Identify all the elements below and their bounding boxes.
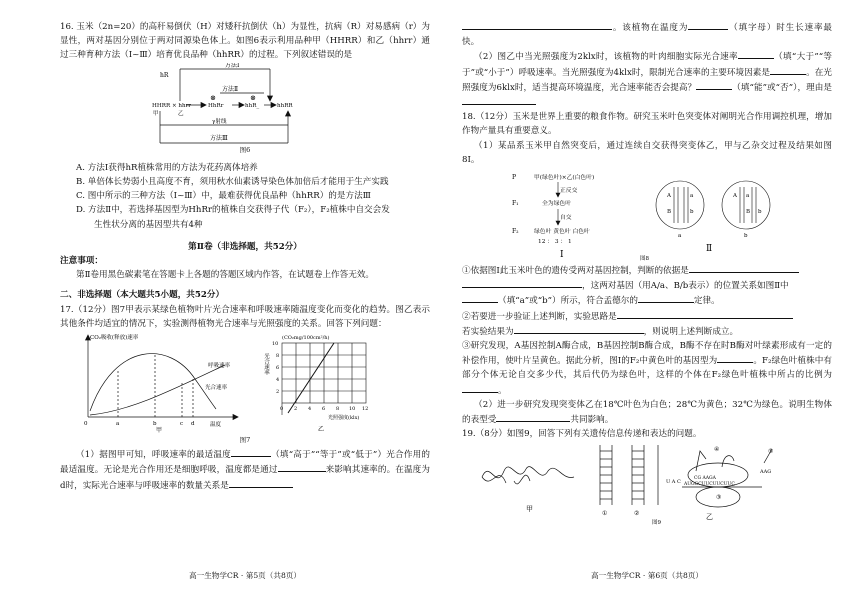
q18-sub1: （1）某品系玉米甲自然突变后，通过连续自交获得突变体乙，甲与乙杂交过程及结果如图8Ⅰ。	[462, 140, 832, 165]
gamma-label: γ射线	[212, 118, 227, 125]
yi-label: 乙	[178, 110, 184, 117]
fig9-n4: ④	[714, 446, 720, 454]
q17-sub1-d: 来影响	[325, 465, 352, 476]
left-page	[60, 20, 430, 493]
q18-s5-text: 若实验结果为	[462, 326, 514, 337]
yi-ylabel: 光合速率	[263, 353, 269, 376]
self-cross-symbol-2: ⊗	[250, 93, 256, 102]
jia-resp-label: 呼吸速率	[208, 363, 231, 370]
answer-blank[interactable]	[278, 462, 326, 472]
q18-s7-end: 共同影响。	[570, 415, 614, 426]
q17-sub2	[462, 49, 832, 110]
q18-s3	[462, 293, 832, 308]
q16-option-a: A. 方法Ⅰ获得hR植株常用的方法为花药离体培养	[76, 162, 258, 173]
footer-left: 高一生物学CR · 第5页（共8页）	[189, 571, 301, 580]
jia-photo-label: 光合速率	[205, 385, 228, 392]
yi-xlabel: 光照强度(klx)	[328, 415, 360, 422]
figure-9	[462, 441, 832, 525]
answer-blank[interactable]	[688, 20, 728, 30]
answer-blank[interactable]	[689, 263, 799, 273]
yi-ytick-8: 8	[276, 353, 280, 360]
answer-blank[interactable]	[496, 412, 570, 422]
method1-label: 方法Ⅰ	[225, 62, 240, 69]
q18-stem: 18.（12分）玉米是世界上重要的粮食作物。研究玉米叶色突变体对阐明光合作用调控机理，增加作物产量具有重要意义。	[462, 112, 832, 137]
figure-6	[60, 63, 430, 147]
fig8-gene-A2: A	[733, 193, 737, 200]
fig9-n1: ①	[602, 510, 608, 518]
q17-sub1	[60, 447, 430, 493]
answer-blank[interactable]	[738, 49, 774, 59]
jia-tick-b: b	[153, 421, 157, 428]
fig8-cell-a: a	[678, 233, 682, 240]
q16-option-d: D. 方法Ⅱ中，若选择基因型为HhRr的植株自交获得子代（F₂），F₂植株中自交会发	[76, 205, 390, 216]
q17-line1-a: 。该植物在温度为	[612, 23, 689, 33]
q17-sub2-c: “大于”“等于”或“小于”）呼吸速率。当光照强度为4klx时，限制光合速率的	[462, 52, 832, 78]
jia-tick-0: 0	[84, 421, 88, 428]
q17-sub2-b: （填	[773, 52, 792, 63]
answer-blank[interactable]	[462, 293, 498, 303]
q18-s1-text: ①依据图Ⅰ此玉米叶色的遗传受两对基因控制，判断的依据是	[462, 266, 689, 277]
yi-xtick-8: 8	[336, 406, 340, 413]
hhrr-target-label: hhRR	[277, 102, 293, 109]
figure-7-caption: 图7	[239, 436, 251, 445]
q17-sub2-f: 否会提高？	[653, 82, 697, 93]
answer-blank[interactable]	[696, 80, 732, 90]
q17-sub1-a: （1）据图甲可知，呼吸速率的最适温度	[76, 450, 231, 461]
answer-blank[interactable]	[229, 478, 293, 488]
q17-sub2-e: 。在光照强度为6klx时，适当提高环境温度，光合速率能	[462, 67, 832, 93]
fig8-cell-b: b	[744, 233, 748, 240]
q18-s2	[462, 278, 832, 293]
q18-s3-text: （填“a”或“b”）所示，符合孟德尔的	[498, 296, 638, 307]
answer-blank[interactable]	[231, 447, 271, 457]
fig9-caption: 图9	[652, 520, 661, 526]
fig8-gene-B: B	[667, 209, 672, 216]
fig8-gene-a2: a	[746, 193, 750, 200]
fig9-n5: ⑤	[768, 448, 774, 456]
fig9-n2: ②	[634, 510, 640, 518]
figure-8-diagram	[462, 167, 832, 263]
jia-label: 甲	[153, 110, 159, 117]
fig8-gene-b: b	[690, 209, 694, 216]
q18-s5-end: ，则说明上述判断成立。	[643, 326, 739, 337]
jia-tick-c: c	[180, 421, 184, 428]
fig8-gene-b2: b	[758, 209, 762, 216]
answer-blank[interactable]	[462, 20, 612, 30]
q17-sub1-e: 其速率的。在温度为d时，实际光合速率与呼吸速率的数量关系是	[60, 465, 430, 491]
fig8-p: P	[512, 174, 517, 182]
jia-ylabel: CO₂吸收(释放)速率	[90, 335, 139, 342]
jia-xlabel: 温度	[210, 422, 222, 429]
hhr-label: hhR_	[245, 102, 260, 109]
q17-sub1-b: （填“高于”“等于”或“低于”）	[270, 450, 387, 461]
q18-s4	[462, 309, 832, 324]
fig8-gene-A: A	[667, 193, 671, 200]
fig8-caption: 图8	[640, 256, 649, 263]
notice-body: 第Ⅱ卷用黑色碳素笔在答题卡上各题的答题区域内作答，在试题卷上作答无效。	[76, 270, 375, 281]
fig8-roman1: Ⅰ	[560, 250, 564, 261]
answer-blank[interactable]	[462, 383, 498, 393]
fig8-zhengfan: 正反交	[560, 188, 578, 195]
fig8-all-green: 全为绿色叶	[542, 201, 571, 208]
fig8-f2: F₂	[512, 228, 519, 236]
part2-title: 第Ⅱ卷（非选择题，共52分）	[188, 241, 302, 252]
yi-xtick-12: 12	[362, 406, 369, 413]
fig8-pheno: 绿色叶 黄色叶 白色叶	[534, 229, 590, 236]
answer-blank[interactable]	[462, 95, 536, 105]
yi-xtick-2: 2	[294, 406, 298, 413]
figure-6-caption: 图6	[239, 145, 251, 154]
q16-option-b: B. 单倍体长势弱小且高度不育，须用秋水仙素诱导染色体加倍后才能用于生产实践	[76, 177, 389, 188]
q18-s6	[462, 339, 832, 398]
q18-s6-text: ③研究发现，A基因控制A酶合成，B基因控制B酶合成，B酶不存在时B酶对叶绿素形成有一定的补偿作用，使叶片呈黄色。据此分析，图Ⅰ的F₂中黄色叶的基因型为	[462, 341, 832, 367]
fig8-cross: 甲(绿色叶)×乙(白色叶)	[534, 175, 595, 182]
hhrr-label: HhRr	[208, 102, 224, 109]
yi-xtick-4: 4	[308, 406, 312, 413]
fig8-gene-a: a	[690, 193, 694, 200]
q16-option-d-cont: 生性状分离的基因型共有4种	[94, 219, 203, 230]
q17-stem: 17.（12分）图7甲表示某绿色植物叶片光合速率和呼吸速率随温度变化而变化的趋势。图乙表示其他条件均适宜的情况下，实验测得植物光合速率与光照强度的关系。回答下列问题：	[60, 304, 430, 329]
fig9-uac: U A C	[666, 479, 681, 486]
fig9-yi: 乙	[706, 513, 713, 522]
q18-s3-end: 定律。	[693, 296, 720, 307]
yi-ytick-6: 6	[276, 365, 280, 372]
q17-sub2-a: （2）图乙中当光照强度为2klx时，该植物的叶肉细胞实际光合速率	[474, 52, 738, 63]
answer-blank[interactable]	[514, 324, 644, 334]
q17-sub1-c: 光合作用的最适温度。无论是光合作用还是细胞呼吸，温度都是通过	[60, 450, 430, 476]
breeding-diagram	[60, 63, 430, 147]
answer-blank[interactable]	[770, 65, 806, 75]
yi-xtick-10: 10	[349, 406, 356, 413]
yi-xtick-6: 6	[322, 406, 326, 413]
fig9-seq: AUGGCUUCUUCUUC	[684, 482, 735, 488]
footer-right: 高一生物学CR · 第6页（共8页）	[591, 571, 703, 580]
q19-stem: 19.（8分）如图9，回答下列有关遗传信息传递和表达的问题。	[462, 429, 702, 440]
fig8-f1: F₁	[512, 200, 519, 208]
q18-s2-text: ，这两对基因（用A/a、B/b表示）的位置关系如图Ⅱ中	[582, 281, 789, 292]
q18-s1	[462, 263, 832, 278]
fig8-self: 自交	[560, 215, 572, 222]
answer-blank[interactable]	[717, 353, 753, 363]
q17-sub2-g: （填“能”或“否”），理由是	[732, 82, 832, 93]
jia-label: 甲	[156, 427, 163, 434]
method2-label: 方法Ⅱ	[222, 85, 239, 93]
fig8-ratio: 12 ： 3 ： 1	[538, 239, 572, 246]
right-page	[462, 20, 832, 525]
q18-s6-end: 。	[498, 385, 507, 396]
q17-line1-b: （填字母）时生长速率最快。	[462, 23, 832, 48]
answer-blank[interactable]	[617, 309, 793, 319]
yi-unit: (CO₂mg/100cm²/h)	[282, 335, 330, 342]
q16-option-c: C. 图中所示的三种方法（Ⅰ~Ⅲ）中，最难获得优良品种（hhRR）的是方法Ⅲ	[76, 191, 371, 202]
jia-tick-a: a	[116, 421, 120, 428]
q18-s6-mid: 。F₂绿色叶植株中有部分个体无论自交多少代，其后代仍为绿色叶，这样的个体在F₂绿色叶植株中所占的比例为	[462, 356, 832, 381]
fig9-aag: AAG	[760, 469, 772, 476]
figure-8	[462, 167, 832, 263]
q17-sub2-d: 主要环境因素是	[709, 67, 771, 78]
q18-s4-text: ②若要进一步验证上述判断，实验思路是	[462, 311, 617, 322]
q16-stem: 16. 玉米（2n=20）的高秆易倒伏（H）对矮秆抗倒伏（h）为显性，抗病（R）对易感病（r）为显性，两对基因分别位于两对同源染色体上。如图6表示利用品种甲（HHRR）和乙（hhrr）通过三种育种方法（Ⅰ~Ⅲ）培育优良品种（hhRR）的过程。下列叙述错误的是	[60, 22, 430, 61]
figure-7	[60, 331, 430, 433]
section2-title: 二、非选择题（本大题共5小题，共52分）	[60, 290, 225, 301]
yi-ytick-4: 4	[276, 377, 280, 384]
cross-label: HHRR × hhrr	[152, 102, 191, 109]
answer-blank[interactable]	[638, 293, 694, 303]
q17-line1	[462, 20, 832, 49]
yi-ytick-10: 10	[272, 341, 279, 348]
hr-label: hR	[160, 71, 169, 79]
answer-blank[interactable]	[462, 278, 582, 288]
fig9-n3: ③	[716, 494, 722, 502]
notice-title: 注意事项：	[60, 256, 103, 267]
jia-tick-d: d	[191, 421, 195, 428]
q18-s5	[462, 324, 832, 339]
q18-s7	[462, 398, 832, 427]
fig9-cga: CG AAGA	[694, 476, 716, 482]
self-cross-symbol: ⊗	[210, 93, 216, 102]
figure-9-diagram	[462, 441, 832, 525]
yi-ytick-2: 2	[276, 389, 280, 396]
fig8-gene-B2: B	[746, 209, 751, 216]
fig8-roman2: Ⅱ	[706, 244, 713, 255]
yi-label: 乙	[318, 426, 325, 434]
fig9-jia: 甲	[526, 505, 533, 514]
q18-s7-text: （2）进一步研究发现突变体乙在18℃叶色为白色；28℃为黄色；32℃为绿色。说明生物体的表型受	[462, 399, 832, 426]
method3-label: 方法Ⅲ	[210, 134, 228, 142]
yi-xtick-0: 0	[280, 406, 284, 413]
figure-7-graphs	[60, 331, 430, 433]
